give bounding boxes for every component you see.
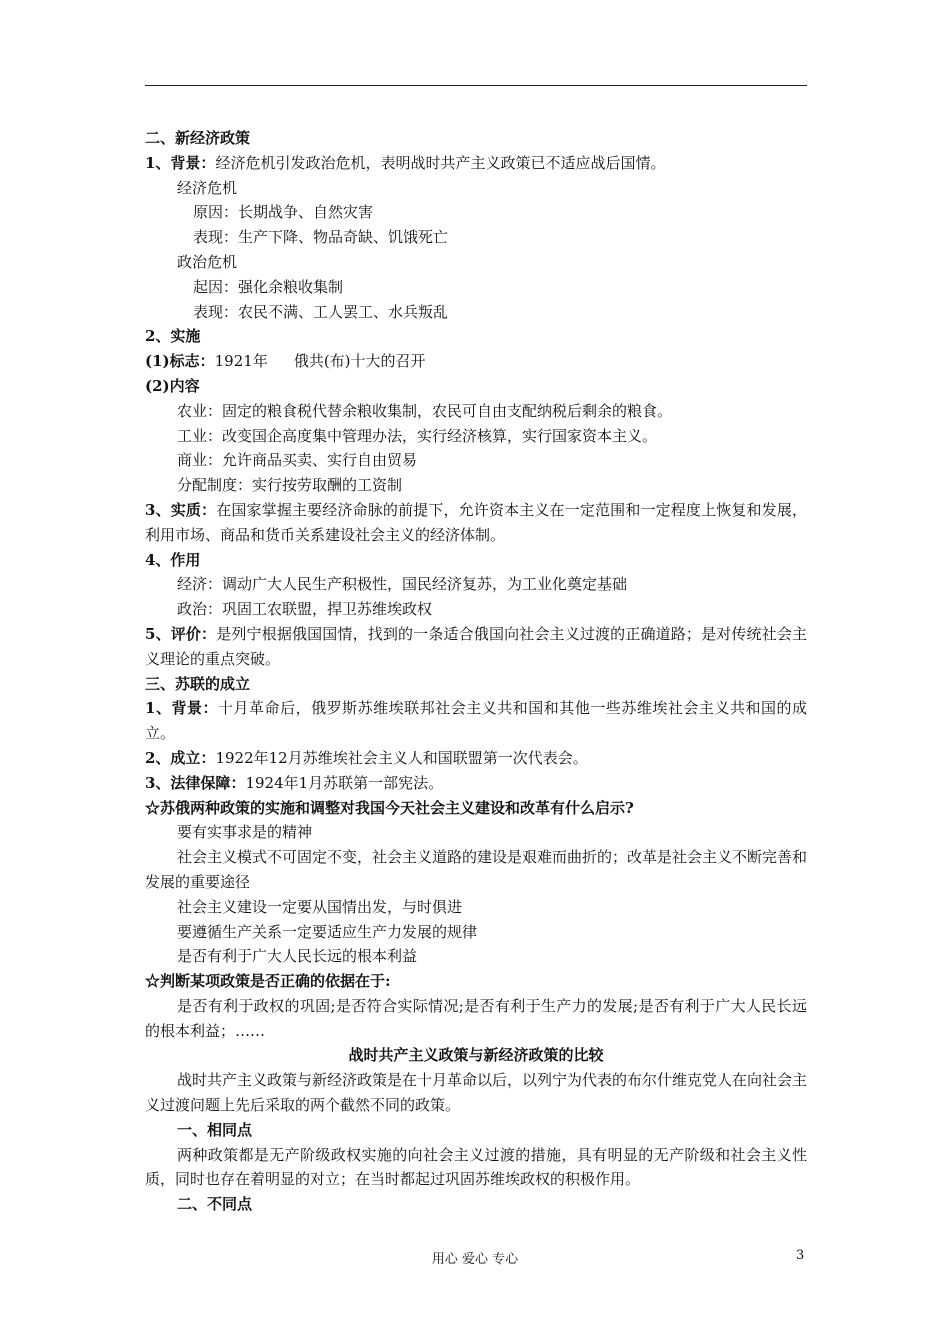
nep-content-heading: (2)内容 [145,376,200,395]
insight-answer-4: 要遵循生产关系一定要适应生产力发展的规律 [177,922,478,941]
comparison-same-text: 两种政策都是无产阶级政权实施的向社会主义过渡的措施，具有明显的无产阶级和社会主义性质，同时也存在着明显的对立；在当时都起过巩固苏维埃政权的积极作用。 [145,1145,807,1189]
nep-background: 1、背景：经济危机引发政治危机，表明战时共产主义政策已不适应战后国情。 [145,153,666,172]
econ-crisis-label: 经济危机 [177,178,238,197]
nep-evaluation: 5、评价：是列宁根据俄国国情，找到的一条适合俄国向社会主义过渡的正确道路；是对传统社会主义理论的重点突破。 [145,624,807,668]
comparison-diff-heading: 二、不同点 [177,1195,253,1214]
document-body [145,126,807,1217]
insight-question: ☆苏俄两种政策的实施和调整对我国今天社会主义建设和改革有什么启示? [145,798,634,817]
nep-agriculture: 农业：固定的粮食税代替余粮收集制，农民可自由支配纳税后剩余的粮食。 [177,401,673,420]
judge-answer: 是否有利于政权的巩固;是否符合实际情况;是否有利于生产力的发展;是否有利于广大人民长远的根本利益；…… [145,996,807,1040]
insight-answer-2: 社会主义模式不可固定不变，社会主义道路的建设是艰难而曲折的；改革是社会主义不断完善和发展的重要途径 [145,848,808,891]
ussr-establishment: 2、成立：1922年12月苏维埃社会主义人和国联盟第一次代表会。 [145,748,588,767]
header-rule [145,85,807,86]
econ-crisis-cause: 原因：长期战争、自然灾害 [193,203,374,222]
nep-industry: 工业：改变国企高度集中管理办法，实行经济核算，实行国家资本主义。 [177,426,658,445]
page-number: 3 [796,1248,805,1263]
comparison-intro: 战时共产主义政策与新经济政策是在十月革命以后，以列宁为代表的布尔什维克党人在向社会主义过渡问题上先后采取的两个截然不同的政策。 [145,1071,808,1115]
insight-answer-5: 是否有利于广大人民长远的根本利益 [177,947,418,966]
ussr-legal-guarantee: 3、法律保障：1924年1月苏联第一部宪法。 [145,773,444,792]
nep-commerce: 商业：允许商品买卖、实行自由贸易 [177,451,418,470]
section-heading-nep: 二、新经济政策 [145,129,251,147]
ussr-background: 1、背景：十月革命后，俄罗斯苏维埃联邦社会主义共和国和其他一些苏维埃社会主义共和国的成立。 [145,699,808,743]
nep-effect-heading: 4、作用 [145,550,201,569]
insight-answer-3: 社会主义建设一定要从国情出发，与时俱进 [177,897,463,916]
nep-implementation-heading: 2、实施 [145,327,201,346]
section-heading-ussr: 三、苏联的成立 [145,674,251,693]
econ-crisis-sign: 表现：生产下降、物品奇缺、饥饿死亡 [193,228,449,247]
nep-mark: (1)标志：1921年 俄共(布)十大的召开 [145,352,426,371]
nep-distribution: 分配制度：实行按劳取酬的工资制 [177,476,403,495]
insight-answer-1: 要有实事求是的精神 [177,823,313,842]
pol-crisis-sign: 表现：农民不满、工人罢工、水兵叛乱 [193,302,449,321]
comparison-title: 战时共产主义政策与新经济政策的比较 [348,1046,604,1065]
judge-question: ☆判断某项政策是否正确的依据在于: [145,972,391,991]
nep-effect-economy: 经济：调动广大人民生产积极性，国民经济复苏，为工业化奠定基础 [177,575,628,594]
comparison-same-heading: 一、相同点 [177,1120,253,1139]
nep-essence: 3、实质：在国家掌握主要经济命脉的前提下，允许资本主义在一定范围和一定程度上恢复和发展，利用市场、商品和货币关系建设社会主义的经济体制。 [145,500,807,544]
nep-effect-politics: 政治：巩固工农联盟，捍卫苏维埃政权 [177,600,433,619]
pol-crisis-label: 政治危机 [177,252,238,271]
footer-motto: 用心 爱心 专心 [431,1252,519,1267]
pol-crisis-cause: 起因：强化余粮收集制 [193,277,344,296]
